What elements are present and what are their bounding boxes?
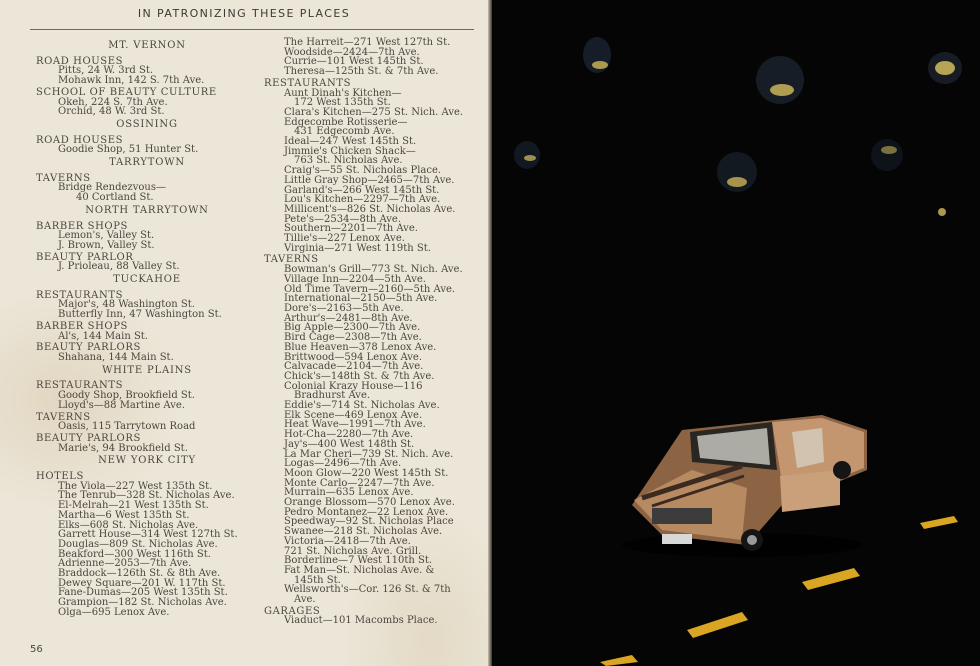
category-heading: BEAUTY PARLOR [36,251,134,263]
listing-entry: The Viola—227 West 135th St. [58,480,213,492]
listing-entry: Pitts, 24 W. 3rd St. [58,65,154,77]
listing-entry: Currie—101 West 145th St. [284,56,424,68]
listing-entry: Viaduct—101 Macombs Place. [284,615,438,627]
listing-entry: Clara's Kitchen—275 St. Nich. Ave. [284,106,464,118]
category-heading: BEAUTY PARLORS [36,342,141,354]
listing-entry: Okeh, 224 S. 7th Ave. [58,96,168,108]
listing-entry: Craig's—55 St. Nicholas Place. [284,165,442,177]
listing-entry: Pedro Montanez—22 Lenox Ave. [284,506,449,518]
category-heading: TAVERNS [36,172,91,184]
listing-entry: Eddie's—714 St. Nicholas Ave. [284,400,440,412]
bokeh-light [770,84,794,96]
listing-entry: Wellsworth's—Cor. 126 St. & 7th [284,584,451,596]
listing-entry: Hot-Cha—2280—7th Ave. [284,429,414,441]
listing-entry: Garrett House—314 West 127th St. [58,529,238,541]
listing-entry: Monte Carlo—2247—7th Ave. [284,477,435,489]
listing-entry: International—2150—5th Ave. [284,293,438,305]
listing-entry: Aunt Dinah's Kitchen— [284,87,402,99]
listing-entry: Moon Glow—220 West 145th St. [284,467,449,479]
category-heading: RESTAURANTS [36,380,124,392]
page-number: 56 [30,644,43,655]
category-heading: TAVERNS [36,411,91,423]
listing-entry: The Tenrub—328 St. Nicholas Ave. [58,490,235,502]
listing-entry: Butterfly Inn, 47 Washington St. [58,309,222,321]
bokeh-light [592,61,608,69]
listing-entry: Goodie Shop, 51 Hunter St. [58,144,199,156]
listing-entry: The Harreit—271 West 127th St. [284,37,451,48]
bokeh-light [524,155,536,161]
category-heading: TAVERNS [264,254,319,266]
category-heading: RESTAURANTS [36,289,124,301]
listing-entry: Pete's—2534—8th Ave. [284,213,402,225]
listing-entry: Elk Scene—469 Lenox Ave. [284,409,423,421]
listing-entry: Brittwood—594 Lenox Ave. [284,351,423,363]
listing-entry: Village Inn—2204—5th Ave. [284,273,426,285]
page-header: IN PATRONIZING THESE PLACES [137,7,351,20]
category-heading: BARBER SHOPS [36,320,129,332]
listing-entry: Grampion—182 St. Nicholas Ave. [58,597,227,609]
listing-entry: J. Prioleau, 88 Valley St. [58,261,180,273]
listing-entry: Marie's, 94 Brookfield St. [58,442,188,454]
listing-entry-continued: 431 Edgecomb Ave. [294,126,395,138]
listing-entry: Virginia—271 West 119th St. [284,242,431,254]
listing-entry: Arthur's—2481—8th Ave. [284,312,413,324]
listing-entry: Jay's—400 West 148th St. [284,438,415,450]
listing-entry: Ideal—247 West 145th St. [284,136,417,148]
listing-entry: Blue Heaven—378 Lenox Ave. [284,341,437,353]
listing-entry: Elks—608 St. Nicholas Ave. [58,519,199,531]
listing-entry: Beakford—300 West 116th St. [58,548,211,560]
listing-entry: Lemon's, Valley St. [58,230,155,242]
listing-entry: Theresa—125th St. & 7th Ave. [284,66,439,78]
listing-entry: J. Brown, Valley St. [58,239,155,251]
listing-entry: Garland's—266 West 145th St. [284,184,440,196]
town-heading: NEW YORK CITY [98,455,196,467]
listing-entry: Orchid, 48 W. 3rd St. [58,106,165,118]
category-heading: ROAD HOUSES [36,55,124,67]
photo-background [492,0,980,666]
listing-entry: Tillie's—227 Lenox Ave. [284,233,405,245]
listing-entry: Heat Wave—1991—7th Ave. [284,419,426,431]
category-heading: BEAUTY PARLORS [36,432,141,444]
listing-entry: Millicent's—826 St. Nicholas Ave. [284,203,456,215]
bokeh-light [514,141,540,169]
listing-entry: Calvacade—2104—7th Ave. [284,361,424,373]
listing-entry: Major's, 48 Washington St. [58,299,195,311]
town-heading: TUCKAHOE [113,274,181,286]
listing-column-left [36,38,258,618]
listing-entry: 721 St. Nicholas Ave. Grill. [284,545,422,557]
bokeh-light [881,146,897,154]
listing-entry: Bowman's Grill—773 St. Nich. Ave. [284,264,463,276]
listing-entry: Douglas—809 St. Nicholas Ave. [58,538,218,550]
listing-entry: Martha—6 West 135th St. [58,509,190,521]
listing-entry: Woodside—2424—7th Ave. [284,46,420,58]
toy-car-photo [492,0,980,666]
listing-entry: Old Time Tavern—2160—5th Ave. [284,283,456,295]
listing-entry: Dewey Square—201 W. 117th St. [58,577,226,589]
listing-entry-continued: 40 Cortland St. [76,192,154,204]
category-heading: HOTELS [36,471,84,483]
category-heading: ROAD HOUSES [36,134,124,146]
listing-entry: Braddock—126th St. & 8th Ave. [58,568,221,580]
listing-entry: Fane-Dumas—205 West 135th St. [58,587,228,599]
listing-entry: Murrain—635 Lenox Ave. [284,487,414,499]
listing-entry: Swanee—218 St. Nicholas Ave. [284,526,443,538]
listing-entry: Chick's—148th St. & 7th Ave. [284,370,435,382]
listing-entry-continued: 145th St. [294,574,341,586]
listing-entry-continued: 763 St. Nicholas Ave. [294,155,403,167]
listing-entry-continued: 172 West 135th St. [294,97,391,109]
listing-entry: Southern—2201—7th Ave. [284,223,418,235]
town-heading: NORTH TARRYTOWN [85,204,209,216]
listing-entry: Borderline—7 West 110th St. [284,555,433,567]
bokeh-light [727,177,747,187]
header-rule [30,29,474,30]
listing-entry: La Mar Cheri—739 St. Nich. Ave. [284,448,454,460]
listing-entry: Shahana, 144 Main St. [58,351,174,363]
listing-entry: Lloyd's—88 Martine Ave. [58,399,185,411]
category-heading: GARAGES [264,605,321,617]
listing-entry: Lou's Kitchen—2297—7th Ave. [284,194,441,206]
listing-entry: Little Gray Shop—2465—7th Ave. [284,174,455,186]
listing-entry: Jimmie's Chicken Shack— [284,145,416,157]
listing-entry: Oasis, 115 Tarrytown Road [58,421,196,433]
listing-entry: Olga—695 Lenox Ave. [58,606,170,618]
listing-entry: Bird Cage—2308—7th Ave. [284,332,422,344]
listing-entry: Speedway—92 St. Nicholas Place [284,516,454,528]
listing-entry: El-Melrah—21 West 135th St. [58,500,209,512]
town-heading: OSSINING [116,118,178,130]
listing-entry: Goody Shop, Brookfield St. [58,390,195,402]
bokeh-light [938,208,946,216]
listing-entry: Logas—2496—7th Ave. [284,458,402,470]
listing-entry: Orange Blossom—570 Lenox Ave. [284,497,455,509]
category-heading: SCHOOL OF BEAUTY CULTURE [36,86,217,98]
listing-entry: Al's, 144 Main St. [58,330,148,342]
listing-column-right [264,38,474,626]
listing-entry: Fat Man—St. Nicholas Ave. & [284,564,435,576]
bokeh-light [935,61,955,75]
listing-entry: Mohawk Inn, 142 S. 7th Ave. [58,75,205,87]
listing-entry: Edgecombe Rotisserie— [284,116,408,128]
town-heading: MT. VERNON [108,40,186,51]
listing-entry: Colonial Krazy House—116 [284,380,423,392]
listing-entry: Dore's—2163—5th Ave. [284,302,404,314]
bokeh-light [756,56,804,104]
bokeh-light [871,139,903,171]
town-heading: WHITE PLAINS [102,364,192,376]
listing-entry: Adrienne—2053—7th Ave. [58,558,192,570]
listing-entry-continued: Ave. [294,594,316,606]
category-heading: RESTAURANTS [264,77,352,89]
listing-entry-continued: Bradhurst Ave. [294,390,371,402]
listing-entry: Big Apple—2300—7th Ave. [284,322,421,334]
guidebook-page [0,0,488,666]
category-heading: BARBER SHOPS [36,220,129,232]
town-heading: TARRYTOWN [109,157,185,169]
listing-entry: Bridge Rendezvous— [58,182,166,194]
listing-entry: Victoria—2418—7th Ave. [284,535,411,547]
